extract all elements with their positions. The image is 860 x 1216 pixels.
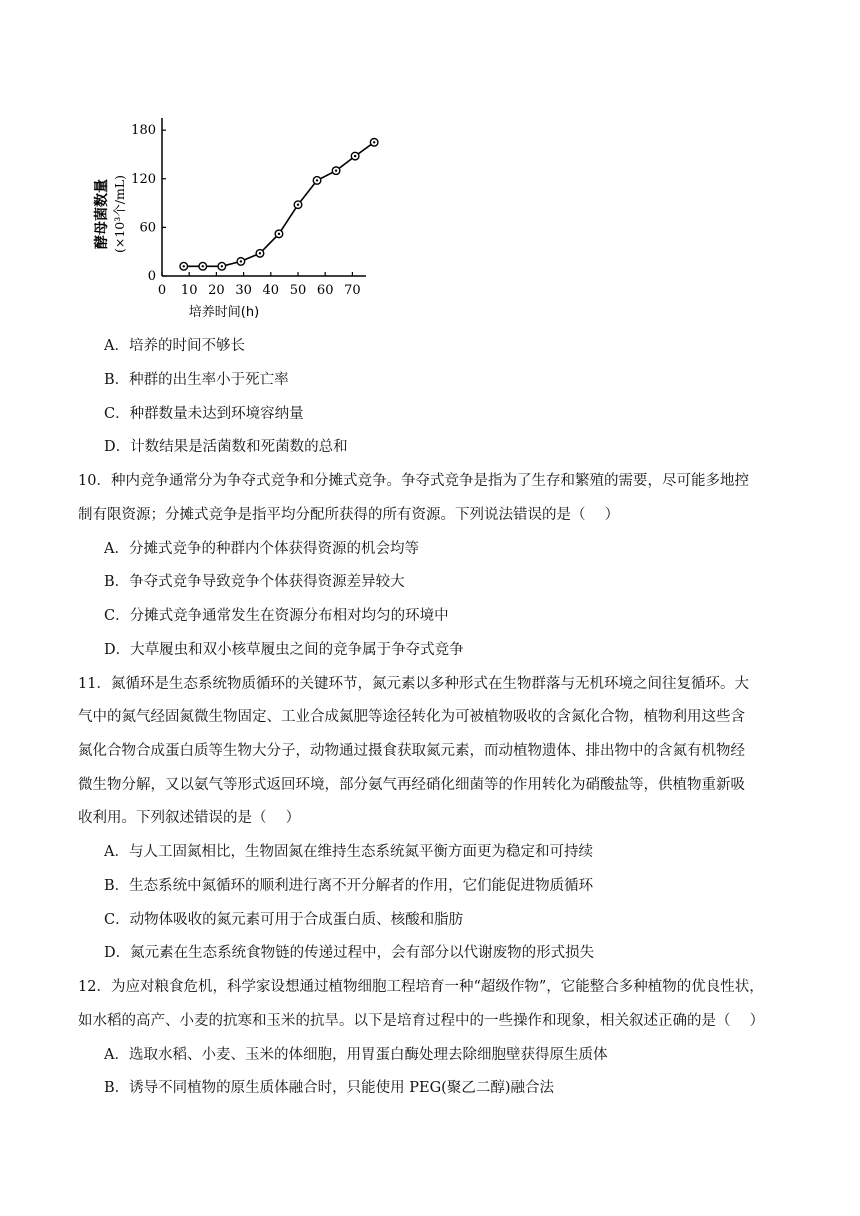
chart-canvas bbox=[84, 106, 384, 326]
y-tick-label: 60 bbox=[139, 220, 156, 236]
data-point-center bbox=[183, 265, 185, 267]
y-tick-label: 120 bbox=[131, 171, 156, 187]
series-line bbox=[184, 142, 374, 266]
q12-stem-line-2: 如水稻的高产、小麦的抗寒和玉米的抗旱。以下是培育过程中的一些操作和现象，相关叙述正确的是（ ） bbox=[78, 1013, 765, 1029]
data-point-group bbox=[180, 139, 378, 271]
y-tick-label: 0 bbox=[147, 269, 156, 284]
data-point-center bbox=[202, 265, 204, 267]
q11-stem-line-2: 气中的氮气经固氮微生物固定、工业合成氮肥等途径转化为可被植物吸收的含氮化合物，植物利用这些含 bbox=[78, 709, 745, 725]
x-tick-label: 50 bbox=[289, 283, 307, 298]
q11-option-c: C．动物体吸收的氮元素可用于合成蛋白质、核酸和脂肪 bbox=[104, 912, 464, 928]
q11-stem-line-1: 11．氮循环是生态系统物质循环的关键环节，氮元素以多种形式在生物群落与无机环境之间往复循环。大 bbox=[78, 676, 749, 692]
y-tick-group bbox=[131, 123, 166, 284]
q11-option-a: A．与人工固氮相比，生物固氮在维持生态系统氮平衡方面更为稳定和可持续 bbox=[104, 844, 593, 860]
x-axis-label: 培养时间(h) bbox=[188, 305, 260, 320]
data-point-center bbox=[221, 265, 223, 267]
q12-option-a: A．选取水稻、小麦、玉米的体细胞，用胃蛋白酶处理去除细胞壁获得原生质体 bbox=[104, 1047, 608, 1063]
x-tick-label: 10 bbox=[180, 283, 198, 298]
x-tick-label: 40 bbox=[262, 283, 280, 298]
q11-option-b: B．生态系统中氮循环的顺利进行离不开分解者的作用，它们能促进物质循环 bbox=[104, 878, 594, 894]
q9-option-a: A．培养的时间不够长 bbox=[104, 338, 245, 354]
q10-stem-line-2: 制有限资源；分摊式竞争是指平均分配所获得的所有资源。下列说法错误的是（ ） bbox=[78, 507, 620, 523]
x-tick-label: 20 bbox=[208, 283, 225, 298]
x-tick-label: 30 bbox=[235, 283, 252, 298]
data-point-center bbox=[354, 155, 356, 157]
q12-option-b: B．诱导不同植物的原生质体融合时，只能使用 PEG(聚乙二醇)融合法 bbox=[104, 1080, 555, 1096]
q11-stem-line-5: 收利用。下列叙述错误的是（ ） bbox=[78, 810, 301, 826]
data-point-center bbox=[316, 179, 318, 181]
q10-option-a: A．分摊式竞争的种群内个体获得资源的机会均等 bbox=[104, 541, 419, 557]
data-point-center bbox=[259, 252, 261, 254]
x-tick-label: 60 bbox=[316, 283, 334, 298]
y-axis-label: 酵母菌数量 bbox=[94, 179, 110, 249]
data-point-center bbox=[240, 260, 242, 262]
y-tick-label: 180 bbox=[131, 123, 156, 139]
q10-option-d: D．大草履虫和双小核草履虫之间的竞争属于争夺式竞争 bbox=[104, 642, 464, 658]
q12-stem-line-1: 12．为应对粮食危机，科学家设想通过植物细胞工程培育一种“超级作物”，它能整合多种植物的优良性状， bbox=[78, 979, 764, 995]
yeast-growth-chart bbox=[84, 106, 384, 326]
q11-stem-line-4: 微生物分解，又以氨气等形式返回环境，部分氨气再经硝化细菌等的作用转化为硝酸盐等，供植物重新吸 bbox=[78, 777, 745, 793]
x-tick-label: 0 bbox=[157, 283, 167, 298]
y-axis-unit: (×10³个/mL) bbox=[112, 174, 127, 254]
q9-option-d: D．计数结果是活菌数和死菌数的总和 bbox=[104, 439, 348, 455]
data-point-center bbox=[335, 169, 337, 171]
q10-stem-line-1: 10．种内竞争通常分为争夺式竞争和分摊式竞争。争夺式竞争是指为了生存和繁殖的需要，尽可能多地控 bbox=[78, 473, 749, 489]
q10-option-c: C．分摊式竞争通常发生在资源分布相对均匀的环境中 bbox=[104, 608, 449, 624]
data-point-center bbox=[297, 203, 299, 205]
q9-option-c: C．种群数量未达到环境容纳量 bbox=[104, 406, 304, 422]
x-tick-label: 70 bbox=[344, 283, 361, 298]
q11-option-d: D．氮元素在生态系统食物链的传递过程中，会有部分以代谢废物的形式损失 bbox=[104, 945, 595, 961]
q11-stem-line-3: 氮化合物合成蛋白质等生物大分子，动物通过摄食获取氮元素，而动植物遗体、排出物中的含氮有机物经 bbox=[78, 743, 745, 759]
q9-option-b: B．种群的出生率小于死亡率 bbox=[104, 372, 289, 388]
q10-option-b: B．争夺式竞争导致竞争个体获得资源差异较大 bbox=[104, 574, 405, 590]
data-point-center bbox=[373, 141, 375, 143]
data-point-center bbox=[278, 233, 280, 235]
